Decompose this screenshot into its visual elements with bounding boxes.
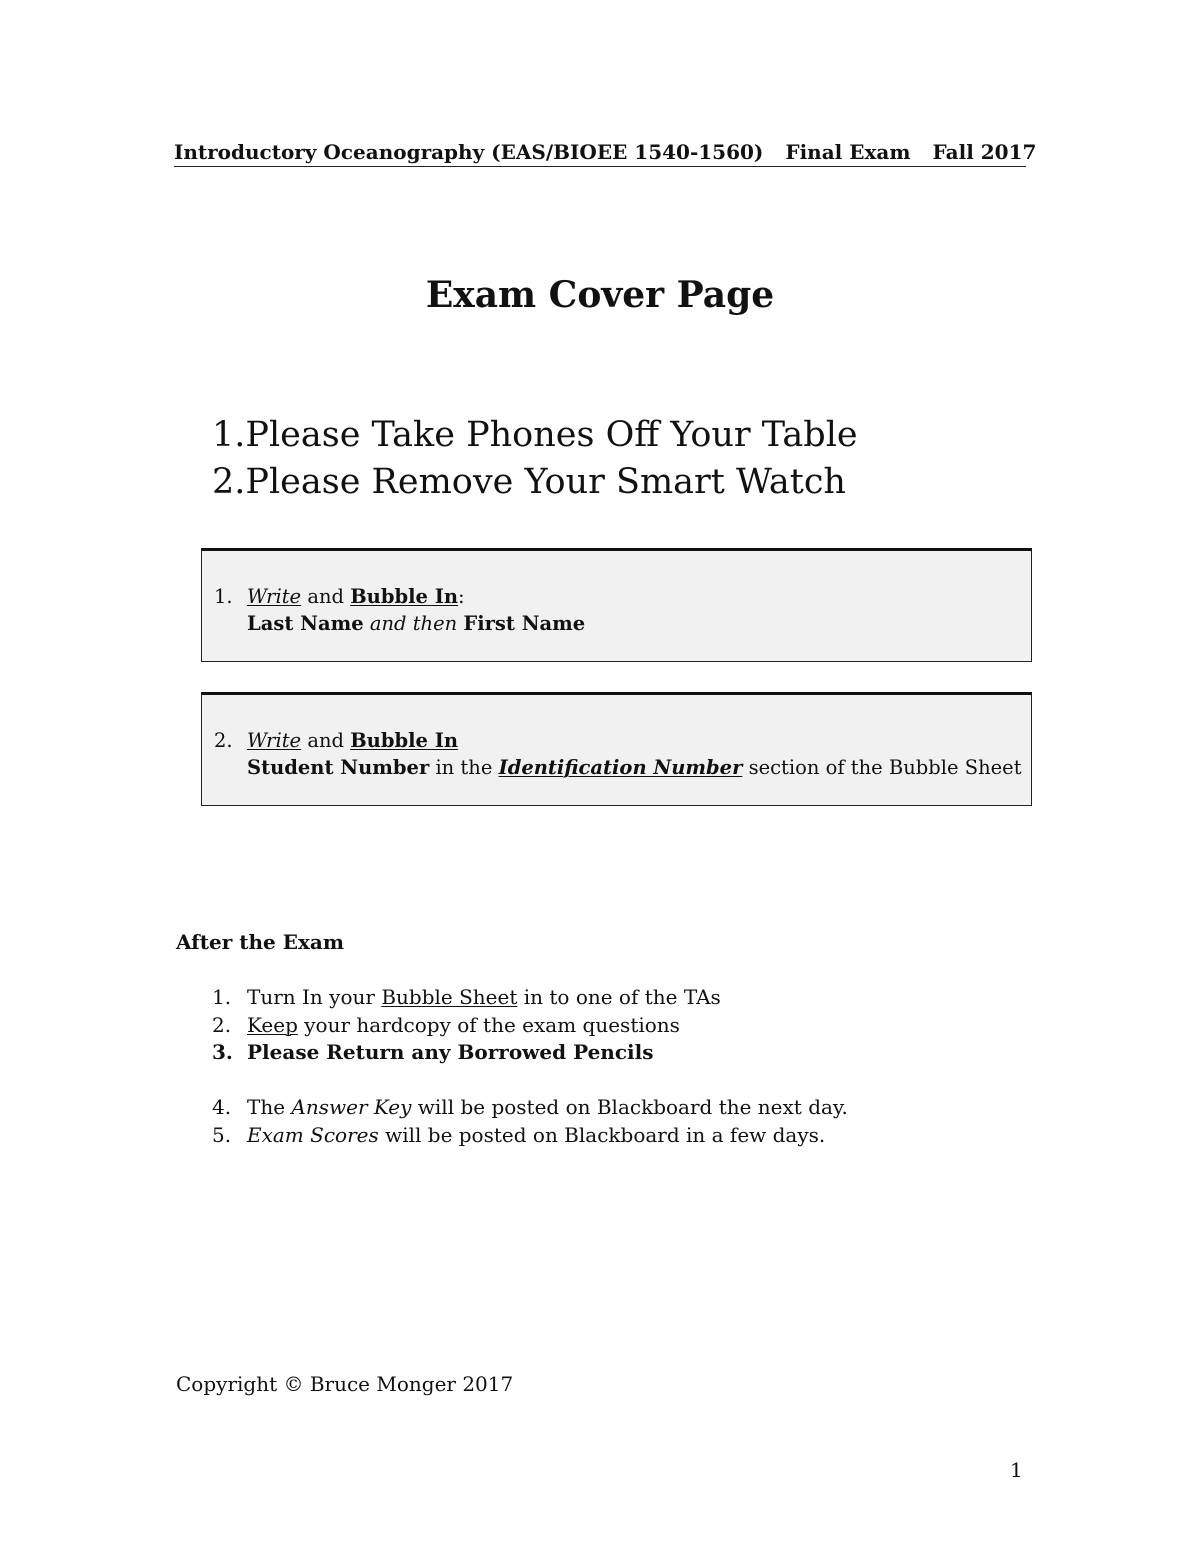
copyright-notice: Copyright © Bruce Monger 2017: [176, 1372, 514, 1396]
box-number: 1.: [214, 585, 233, 608]
exam-term: Fall 2017: [932, 140, 1037, 164]
after-exam-heading: After the Exam: [176, 930, 344, 954]
student-number-instruction-box: [201, 692, 1032, 806]
box-line: Last Name and then First Name: [247, 612, 586, 635]
box-line: Write and Bubble In:: [247, 585, 465, 608]
course-title: Introductory Oceanography (EAS/BIOEE 1540-1560): [174, 140, 764, 164]
page-number: 1: [1010, 1458, 1023, 1482]
results-list: [212, 1094, 848, 1149]
box-line: Write and Bubble In: [247, 729, 459, 752]
list-item: 4. The Answer Key will be posted on Blackboard the next day.: [212, 1095, 848, 1119]
box-line: Student Number in the Identification Number section of the Bubble Sheet: [247, 756, 1022, 779]
page-title: Exam Cover Page: [425, 274, 775, 316]
name-instruction-box: [201, 548, 1032, 662]
instruction-item: 1.Please Take Phones Off Your Table: [212, 415, 858, 455]
list-item: 1. Turn In your Bubble Sheet in to one of the TAs: [212, 985, 721, 1009]
box-number: 2.: [214, 729, 233, 752]
instruction-item: 2.Please Remove Your Smart Watch: [212, 462, 846, 502]
list-item: 2. Keep your hardcopy of the exam questions: [212, 1012, 680, 1037]
instruction-list: [212, 412, 858, 506]
after-exam-list: [212, 984, 721, 1067]
exam-name: Final Exam: [785, 140, 911, 164]
page-header: [174, 140, 1037, 167]
list-item: 3. Please Return any Borrowed Pencils: [212, 1040, 654, 1064]
list-item: 5. Exam Scores will be posted on Blackboard in a few days.: [212, 1122, 826, 1147]
